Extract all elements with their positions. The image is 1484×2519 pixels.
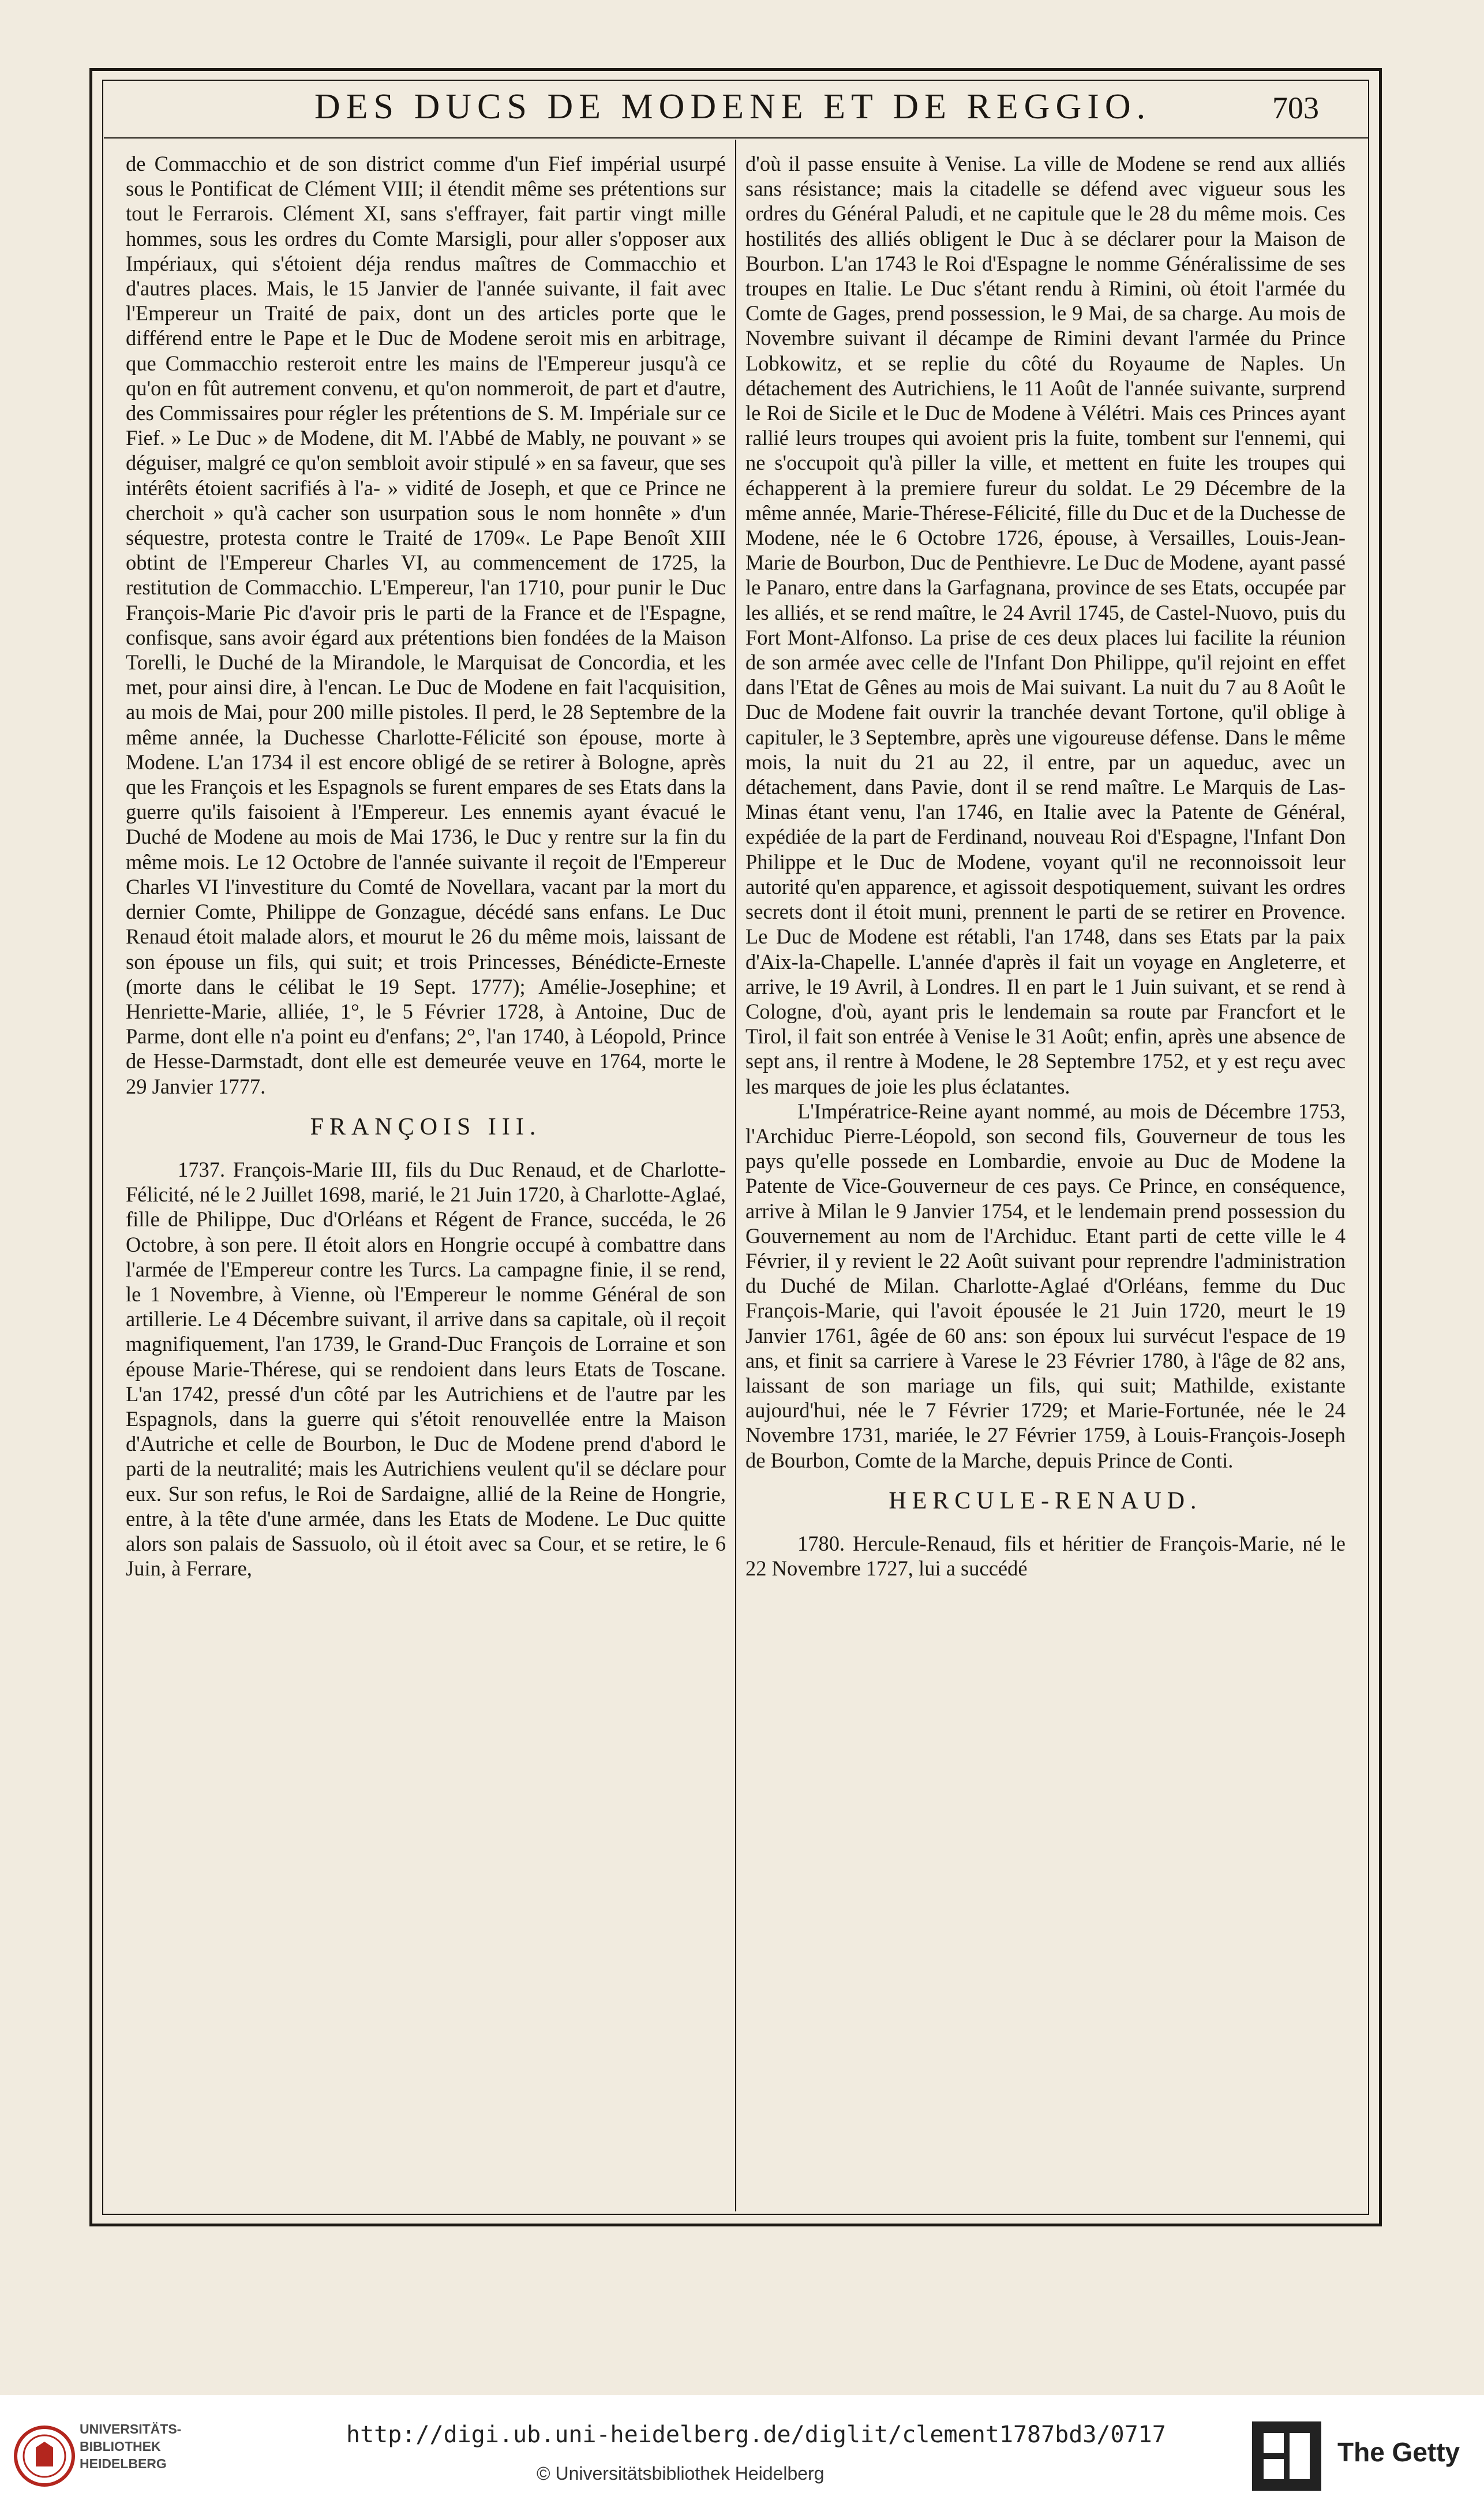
getty-wordmark: The Getty — [1337, 2437, 1460, 2467]
right-paragraph-2: L'Impératrice-Reine ayant nommé, au mois de Décembre 1753, l'Archiduc Pierre-Léopold, son second fils, Gouverneur de tous les pays qu'elle possede en Lombardie, envoie au Duc de Modene la Patente de Vice-Gouverneur de ces pays. Ce Prince, en conséquence, arrive à Milan le 9 Janvier 1754, et le lendemain prend possession du Gouvernement au nom de l'Archiduc. Etant parti de cette ville le 4 Février, il y revient le 22 Août suivant pour reprendre l'administration du Duché de Milan. Charlotte-Aglaé d'Orléans, femme du Duc François-Marie, qui l'avoit épousée le 21 Juin 1720, meurt le 19 Janvier 1761, âgée de 60 ans: son époux lui survécut l'espace de 19 ans, et finit sa carriere à Varese le 23 Février 1780, à l'âge de 82 ans, laissant de son mariage un fils, qui suit; Mathilde, existante aujourd'hui, née le 7 Février 1729; et Marie-Fortunée, née le 24 Novembre 1731, mariée, le 27 Février 1759, à Louis-François-Joseph de Bourbon, Comte de la Marche, depuis Prince de Conti. — [745, 1099, 1346, 1472]
copyright-notice: © Universitätsbibliothek Heidelberg — [537, 2463, 825, 2484]
page-number: 703 — [1272, 91, 1319, 125]
left-paragraph-1: de Commacchio et de son district comme d'un Fief impérial usurpé sous le Pontificat de Clément VIII; il étendit même ses prétentions sur tout le Ferrarois. Clément XI, sans s'effrayer, fait partir vingt mille hommes, sous les ordres du Comte Marsigli, pour aller s'opposer aux Impériaux, qui s'étoient déja rendus maîtres de Commacchio et d'autres places. Mais, le 15 Janvier de l'année suivante, il fait avec l'Empereur un Traité de paix, dont un des articles porte que le différend entre le Pape et le Duc de Modene seroit mis en arbitrage, que Commacchio resteroit entre les mains de l'Empereur jusqu'à ce qu'on en fût autrement convenu, et qu'on nommeroit, de part et d'autre, des Commissaires pour régler les prétentions de S. M. Impériale sur ce Fief. » Le Duc » de Modene, dit M. l'Abbé de Mably, ne pouvant » se déguiser, malgré ce qu'on sembloit avoir stipulé » en sa faveur, que ses intérêts étoient sacrifiés à l'a- » vidité de Joseph, et que ce Prince ne cherchoit » qu'à cacher son usurpation sous le nom honnête » d'un séquestre, protesta contre le Traité de 1709«. Le Pape Benoît XIII obtint de l'Empereur Charles VI, au commencement de 1725, la restitution de Commacchio. L'Empereur, l'an 1710, pour punir le Duc François-Marie Pic d'avoir pris le parti de la France et de l'Espagne, confisque, sans avoir égard aux prétentions bien fondées de la Maison Torelli, le Duché de la Mirandole, le Marquisat de Concordia, et les met, pour ainsi dire, à l'encan. Le Duc de Modene en fait l'acquisition, au mois de Mai, pour 200 mille pistoles. Il perd, le 28 Septembre de la même année, la Duchesse Charlotte-Félicité son épouse, morte à Modene. L'an 1734 il est encore obligé de se retirer à Bologne, après que les François et les Espagnols se furent empares de ses Etats dans la guerre qu'ils faisoient à l'Empereur. Les ennemis ayant évacué le Duché de Modene au mois de Mai 1736, le Duc y rentre sur la fin du même mois. Le 12 Octobre de l'année suivante il reçoit de l'Empereur Charles VI l'investiture du Comté de Novellara, vacant par la mort du dernier Comte, Philippe de Gonzague, décédé sans enfans. Le Duc Renaud étoit malade alors, et mourut le 26 du même mois, laissant de son épouse un fils, qui suit; et trois Princesses, Bénédicte-Erneste (morte dans le célibat le 19 Sept. 1777); Amélie-Josephine; et Henriette-Marie, alliée, 1°, le 5 Février 1728, à Antoine, Duc de Parme, dont elle n'a point eu d'enfans; 2°, l'an 1740, à Léopold, Prince de Hesse-Darmstadt, dont elle est demeurée veuve en 1764, morte le 29 Janvier 1777. — [126, 152, 726, 1098]
right-column — [745, 151, 1346, 2206]
section-heading-francois: FRANÇOIS III. — [310, 1113, 542, 1140]
left-column — [126, 151, 726, 2206]
footer-bar — [0, 2395, 1484, 2519]
column-divider — [735, 140, 736, 2211]
section-heading-hercule: HERCULE-RENAUD. — [889, 1487, 1202, 1514]
permalink-url[interactable]: http://digi.ub.uni-heidelberg.de/diglit/clement1787bd3/0717 — [346, 2421, 1166, 2448]
running-title: DES DUCS DE MODENE ET DE REGGIO. — [314, 87, 1152, 126]
left-paragraph-2: 1737. François-Marie III, fils du Duc Renaud, et de Charlotte-Félicité, né le 2 Juillet 1698, marié, le 21 Juin 1720, à Charlotte-Aglaé, fille de Philippe, Duc d'Orléans et Régent de France, succéda, le 26 Octobre, à son pere. Il étoit alors en Hongrie occupé à combattre dans l'armée de l'Empereur contre les Turcs. La campagne finie, il se rend, le 1 Novembre, à Vienne, où l'Empereur le nomme Général de son artillerie. Le 4 Décembre suivant, il arrive dans sa capitale, où il reçoit magnifiquement, l'an 1739, le Grand-Duc François de Lorraine et son épouse Marie-Thérese, qui se rendoient dans leurs Etats de Toscane. L'an 1742, pressé d'un côté par les Autrichiens et de l'autre par les Espagnols, dans la guerre qui s'étoit renouvellée entre la Maison d'Autriche et celle de Bourbon, le Duc de Modene prend d'abord le parti de la neutralité; mais les Autrichiens veulent qu'il se déclare pour eux. Sur son refus, le Roi de Sardaigne, allié de la Reine de Hongrie, entre, à la tête d'une armée, dans les Etats de Modene. Le Duc quitte alors son palais de Sassuolo, où il étoit avec sa Cour, et se retire, le 6 Juin, à Ferrare, — [126, 1157, 726, 1581]
header-rule — [104, 137, 1369, 139]
right-paragraph-3: 1780. Hercule-Renaud, fils et héritier de François-Marie, né le 22 Novembre 1727, lui a succédé — [745, 1531, 1346, 1581]
right-paragraph-1: d'où il passe ensuite à Venise. La ville de Modene se rend aux alliés sans résistance; mais la citadelle se défend avec vigueur sous les ordres du Général Paludi, et ne capitule que le 28 du même mois. Ces hostilités des alliés obligent le Duc à se déclarer pour la Maison de Bourbon. L'an 1743 le Roi d'Espagne le nomme Généralissime de ses troupes en Italie. Le Duc s'étant rendu à Rimini, où étoit l'armée du Comte de Gages, prend possession, le 9 Mai, de sa charge. Au mois de Novembre suivant il décampe de Rimini devant l'armée du Prince Lobkowitz, et se replie du côté du Royaume de Naples. Un détachement des Autrichiens, le 11 Août de l'année suivante, surprend le Roi de Sicile et le Duc de Modene à Vélétri. Mais ces Princes ayant rallié leurs troupes qui avoient pris la fuite, tombent sur l'ennemi, qui ne s'occupoit qu'à piller la ville, et mettent en fuite les troupes qui échapperent à la premiere fureur du soldat. Le 29 Décembre de la même année, Marie-Thérese-Félicité, fille du Duc et de la Duchesse de Modene, née le 6 Octobre 1726, épouse, à Versailles, Louis-Jean-Marie de Bourbon, Duc de Penthievre. Le Duc de Modene, ayant passé le Panaro, entre dans la Garfagnana, province de ses Etats, occupée par les alliés, et se rend maître, le 24 Avril 1745, de Castel-Nuovo, puis du Fort Mont-Alfonso. La prise de ces deux places lui facilite la réunion de son armée avec celle de l'Infant Don Philippe, qu'il rejoint en effet dans l'Etat de Gênes au mois de Mai suivant. La nuit du 7 au 8 Août le Duc de Modene fait ouvrir la tranchée devant Tortone, qu'il oblige à capituler, le 3 Septembre, après une vigoureuse défense. Dans le même mois, la nuit du 21 au 22, il entre, par un aqueduc, avec un détachement, dans Pavie, dont il se rend maître. Le Marquis de Las-Minas étant venu, l'an 1746, en Italie avec la Patente de Général, expédiée de la part de Ferdinand, nouveau Roi d'Espagne, l'Infant Don Philippe et le Duc de Modene, voyant qu'il ne reconnoissoit leur autorité qu'en apparence, et agissoit despotiquement, suivant les ordres secrets dont il étoit muni, prennent le parti de se retirer en Provence. Le Duc de Modene est rétabli, l'an 1748, dans ses Etats par la paix d'Aix-la-Chapelle. L'année d'après il fait un voyage en Angleterre, et arrive, le 19 Avril, à Londres. Il en part le 1 Juin suivant, et se rend à Cologne, d'où, ayant pris le lendemain sa route par Francfort et le Tirol, il fait son entrée à Venise le 31 Août; enfin, après une absence de sept ans, il rentre à Modene, le 28 Septembre 1752, et y est reçu avec les marques de joie les plus éclatantes. — [745, 152, 1346, 1098]
getty-mark-icon — [1246, 2416, 1327, 2496]
library-logo-text: UNIVERSITÄTS- BIBLIOTHEK HEIDELBERG — [80, 2421, 182, 2471]
